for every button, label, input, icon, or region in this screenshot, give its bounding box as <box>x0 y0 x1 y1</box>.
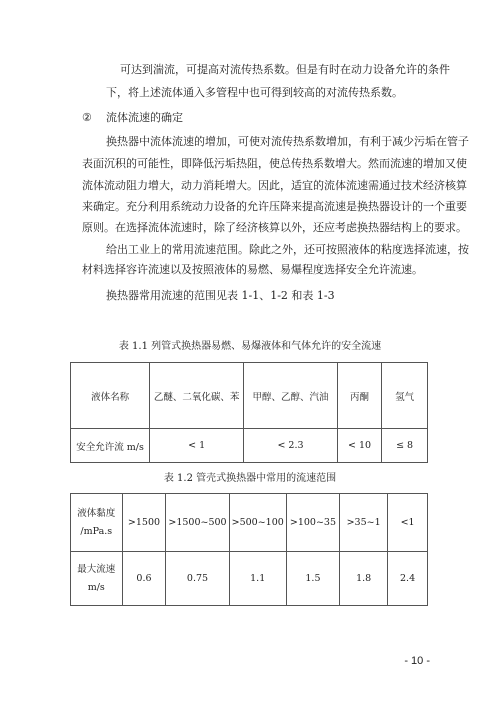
page-number: - 10 - <box>404 655 430 667</box>
table1-cell: ≤ 8 <box>382 429 428 463</box>
table1-cell: 安全允许流 m/s <box>71 429 150 463</box>
table2-caption: 表 1.2 管壳式换热器中常用的流速范围 <box>163 473 337 484</box>
section-marker: ② <box>82 111 92 124</box>
table1-cell: < 2.3 <box>244 429 338 463</box>
table1-data-row <box>71 429 428 463</box>
body-line-2: 下，将上述流体通入多管程中也可得到较高的对流传热系数。 <box>106 86 403 99</box>
table2-row-label <box>71 552 123 606</box>
table2-cell: >35~1 <box>340 494 388 552</box>
table1-cell: 乙醚、二氧化碳、苯 <box>150 363 244 429</box>
table2-cell: 0.75 <box>166 552 229 606</box>
table2-cell: 1.1 <box>229 552 286 606</box>
table2-viscosity-row <box>71 494 428 552</box>
table1-cell: 氢气 <box>382 363 428 429</box>
para2-line-1: 给出工业上的常用流速范围。除此之外，还可按照液体的粘度选择流速，按 <box>106 243 469 256</box>
table2-cell: >1500 <box>122 494 166 552</box>
table1-cell: 甲醇、乙醇、汽油 <box>244 363 338 429</box>
table1 <box>70 362 428 463</box>
section-title: 流体流速的确定 <box>106 111 183 124</box>
table1-cell: 丙酮 <box>337 363 381 429</box>
table2-label-line: /mPa.s <box>80 525 113 537</box>
table2-label-line: 液体黏度 <box>77 507 116 519</box>
table1-header-row <box>71 363 428 429</box>
table2-cell: 0.6 <box>122 552 166 606</box>
para1-line-4: 来确定。充分利用系统动力设备的允许压降来提高流速是换热器设计的一个重要 <box>82 200 467 213</box>
table2-cell: 1.5 <box>286 552 339 606</box>
table2-cell: 2.4 <box>388 552 428 606</box>
table1-cell: < 1 <box>150 429 244 463</box>
para3: 换热器常用流速的范围见表 1-1、1-2 和表 1-3 <box>106 289 335 302</box>
para1-line-3: 流体流动阻力增大，动力消耗增大。因此，适宜的流体流速需通过技术经济核算 <box>82 179 467 192</box>
para1-line-1: 换热器中流体流速的增加，可使对流传热系数增加，有利于减少污垢在管子 <box>106 135 469 148</box>
table2-label-line: 最大流速 <box>77 563 116 575</box>
table2-row-label <box>71 494 123 552</box>
para2-line-2: 材料选择容许流速以及按照液体的易燃、易爆程度选择安全允许流速。 <box>82 263 423 276</box>
table1-caption: 表 1.1 列管式换热器易燃、易爆液体和气体允许的安全流速 <box>118 341 382 352</box>
table2-label-line: m/s <box>87 581 105 593</box>
table1-cell: 液体名称 <box>71 363 150 429</box>
table2-cell: >1500~500 <box>166 494 229 552</box>
table2 <box>70 493 428 606</box>
table2-cell: >100~35 <box>286 494 339 552</box>
table2-cell: 1.8 <box>340 552 388 606</box>
para1-line-5: 原则。在选择流体流速时，除了经济核算以外，还应考虑换热器结构上的要求。 <box>82 221 467 234</box>
table1-cell: < 10 <box>337 429 381 463</box>
table2-cell: <1 <box>388 494 428 552</box>
para1-line-2: 表面沉积的可能性，即降低污垢热阻，使总传热系数增大。然而流速的增加又使 <box>82 157 467 170</box>
table2-cell: >500~100 <box>229 494 286 552</box>
table2-speed-row <box>71 552 428 606</box>
body-line-1: 可达到湍流，可提高对流传热系数。但是有时在动力设备允许的条件 <box>120 63 450 76</box>
